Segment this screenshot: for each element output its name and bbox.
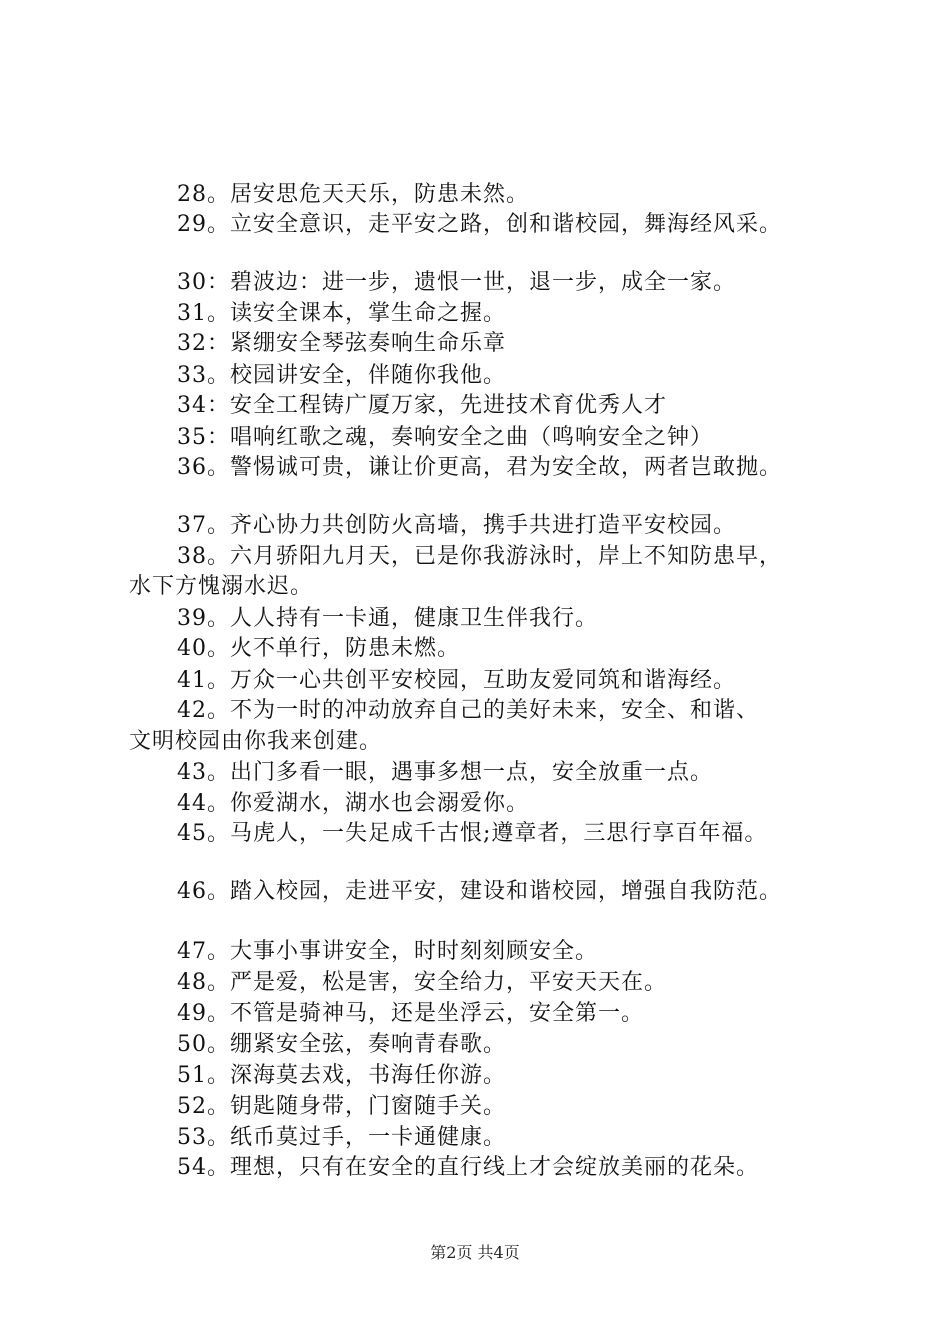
text-line-32: 32：紧绷安全琴弦奏响生命乐章 <box>177 331 506 356</box>
text-line-36: 36。警惕诚可贵，谦让价更高，君为安全故，两者岂敢抛。 <box>177 455 782 480</box>
text-line-31: 31。读安全课本，掌生命之握。 <box>177 301 506 326</box>
text-line-37: 37。齐心协力共创防火高墙，携手共进打造平安校园。 <box>177 513 736 538</box>
text-line-41: 41。万众一心共创平安校园，互助友爱同筑和谐海经。 <box>177 668 736 693</box>
text-line-33: 33。校园讲安全，伴随你我他。 <box>177 363 506 388</box>
text-line-42-cont: 文明校园由你我来创建。 <box>129 729 383 754</box>
text-line-39: 39。人人持有一卡通，健康卫生伴我行。 <box>177 606 598 631</box>
text-line-43: 43。出门多看一眼，遇事多想一点，安全放重一点。 <box>177 760 713 785</box>
text-line-46: 46。踏入校园，走进平安，建设和谐校园，增强自我防范。 <box>177 879 782 904</box>
text-line-40: 40。火不单行，防患未燃。 <box>177 636 460 661</box>
text-line-44: 44。你爱湖水，湖水也会溺爱你。 <box>177 791 529 816</box>
text-line-47: 47。大事小事讲安全，时时刻刻顾安全。 <box>177 939 598 964</box>
text-line-38: 38。六月骄阳九月天，已是你我游泳时，岸上不知防患早， <box>177 544 782 569</box>
text-line-34: 34：安全工程铸广厦万家，先进技术育优秀人才 <box>177 393 667 418</box>
text-line-45: 45。马虎人，一失足成千古恨;遵章者，三思行享百年福。 <box>177 821 768 846</box>
text-line-50: 50。绷紧安全弦，奏响青春歌。 <box>177 1032 506 1057</box>
text-line-42: 42。不为一时的冲动放弃自己的美好未来，安全、和谐、 <box>177 698 759 723</box>
page-footer: 第2页 共4页 <box>430 1243 520 1262</box>
text-line-35: 35：唱响红歌之魂，奏响安全之曲（鸣响安全之钟） <box>177 425 713 450</box>
text-line-30: 30：碧波边：进一步，遗恨一世，退一步，成全一家。 <box>177 270 736 295</box>
text-line-49: 49。不管是骑神马，还是坐浮云，安全第一。 <box>177 1001 644 1026</box>
text-line-48: 48。严是爱，松是害，安全给力，平安天天在。 <box>177 970 667 995</box>
text-line-53: 53。纸币莫过手，一卡通健康。 <box>177 1125 506 1150</box>
text-line-38-cont: 水下方愧溺水迟。 <box>129 574 314 599</box>
text-line-28: 28。居安思危天天乐，防患未然。 <box>177 182 529 207</box>
text-line-52: 52。钥匙随身带，门窗随手关。 <box>177 1094 506 1119</box>
text-line-29: 29。立安全意识，走平安之路，创和谐校园，舞海经风采。 <box>177 212 782 237</box>
text-line-54: 54。理想，只有在安全的直行线上才会绽放美丽的花朵。 <box>177 1155 759 1180</box>
text-line-51: 51。深海莫去戏，书海任你游。 <box>177 1063 506 1088</box>
